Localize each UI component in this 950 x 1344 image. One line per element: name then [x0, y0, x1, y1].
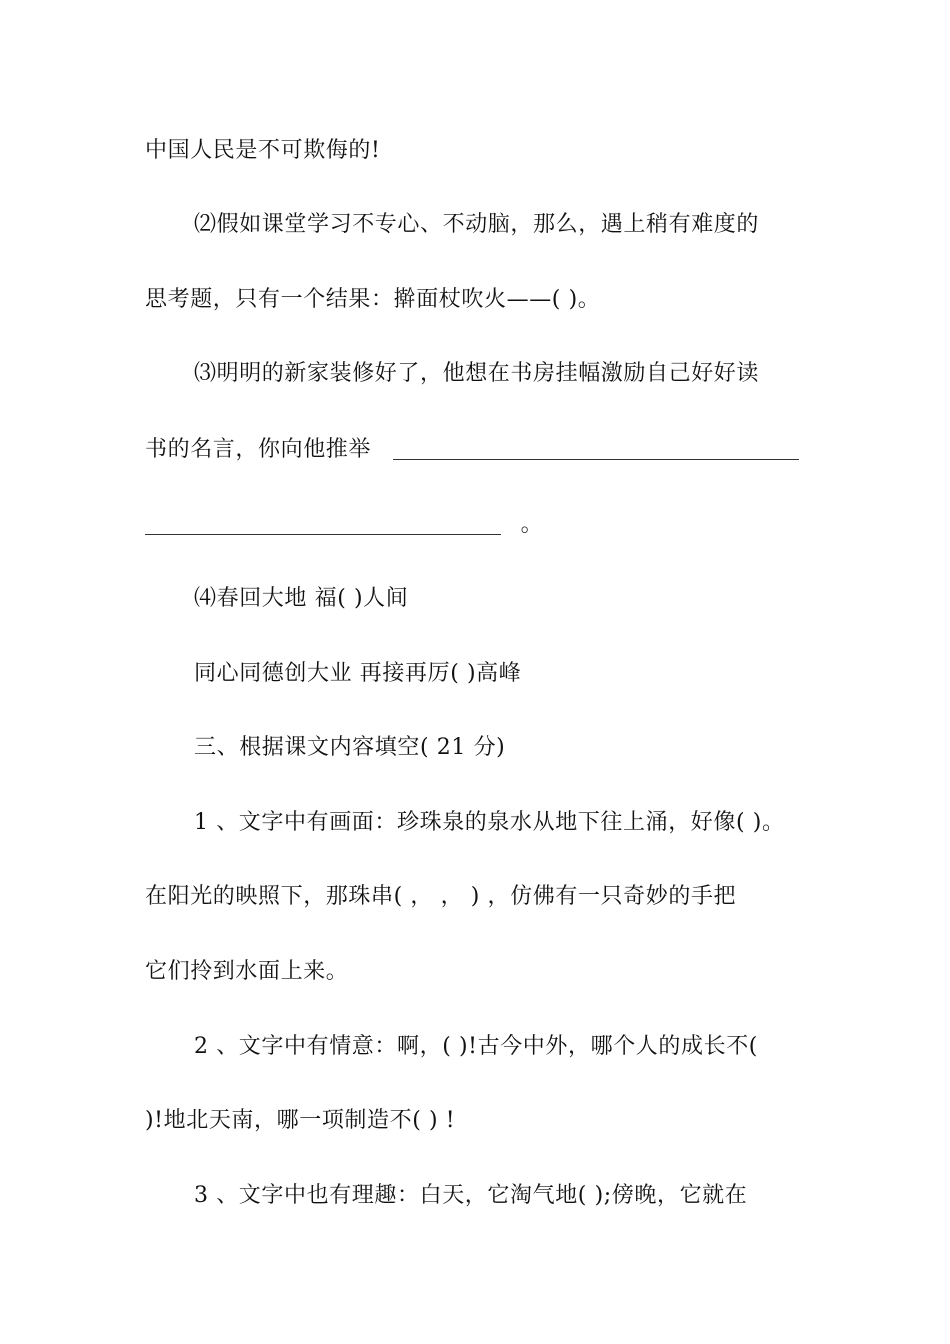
answer-blank[interactable] [145, 516, 501, 535]
question-2-line-1: ⑵假如课堂学习不专心、不动脑，那么，遇上稍有难度的 [194, 212, 760, 237]
item-1-line-3: 它们拎到水面上来。 [145, 959, 349, 984]
text-line: 中国人民是不可欺侮的! [145, 138, 381, 163]
item-2-line-2: )!地北天南，哪一项制造不( ) ! [145, 1108, 456, 1133]
question-3-text: 书的名言，你向他推举 [145, 437, 372, 462]
item-2-line-1: 2 、文字中有情意：啊，( )!古今中外，哪个人的成长不( [194, 1034, 758, 1059]
question-3-line-3 [145, 510, 543, 540]
section-heading: 三、根据课文内容填空( 21 分) [194, 735, 506, 760]
item-1-line-2: 在阳光的映照下，那珠串( ， ， ) ，仿佛有一只奇妙的手把 [145, 884, 737, 909]
item-3-line-1: 3 、文字中也有理趣：白天，它淘气地( );傍晚，它就在 [194, 1183, 748, 1208]
question-3-line-1: ⑶明明的新家装修好了，他想在书房挂幅激励自己好好读 [194, 361, 760, 386]
item-1-line-1: 1 、文字中有画面：珍珠泉的泉水从地下往上涌，好像( )。 [194, 810, 785, 835]
answer-blank[interactable] [393, 441, 799, 460]
couplet-line-2: 同心同德创大业 再接再厉( )高峰 [194, 661, 522, 686]
couplet-line-1: ⑷春回大地 福( )人间 [194, 586, 409, 611]
question-3-line-2 [145, 435, 799, 465]
period-mark: 。 [520, 512, 544, 537]
question-2-line-2: 思考题，只有一个结果：擀面杖吹火——( )。 [145, 287, 601, 312]
